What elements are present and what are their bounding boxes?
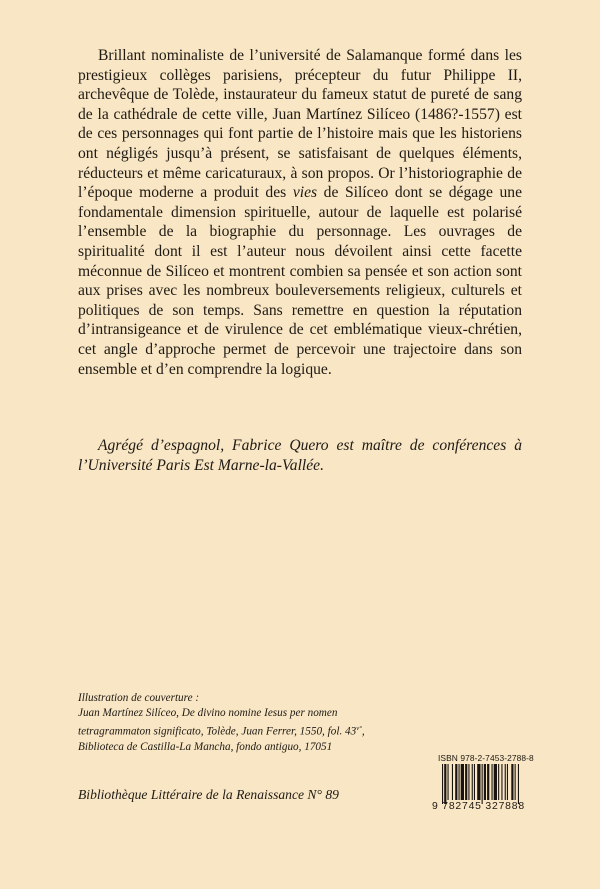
barcode-bar [498, 764, 499, 800]
barcode-bar [507, 764, 508, 800]
book-summary [78, 46, 522, 379]
credits-line-2: Juan Martínez Silíceo, De divino nomine Iesus per nomen [78, 707, 338, 719]
barcode-bar [477, 764, 480, 800]
barcode-bar [501, 764, 502, 800]
barcode-bar [448, 764, 449, 800]
series-title: Bibliothèque Littéraire de la Renaissance N° 89 [78, 787, 339, 802]
barcode-bar [442, 764, 443, 804]
barcode-bar [518, 764, 519, 804]
barcode-bar [465, 764, 467, 800]
barcode-bar [452, 764, 453, 800]
barcode-bar [468, 764, 469, 800]
barcode-bar [494, 764, 497, 800]
barcode-bars [432, 764, 542, 804]
barcode-bar [472, 764, 473, 800]
barcode-bar [505, 764, 506, 800]
barcode-bar [444, 764, 446, 804]
barcode-bar [492, 764, 493, 800]
credits-line-3: tetragrammaton significato, Tolède, Juan Ferrer, 1550, fol. $43^{v^\circ}$, [78, 725, 365, 738]
barcode-bar [484, 764, 486, 800]
isbn-barcode [432, 753, 542, 813]
isbn-label: ISBN 978-2-7453-2788-8 [438, 753, 534, 763]
barcode-bar [511, 764, 513, 800]
credits-line-1: Illustration de couverture : [78, 692, 200, 704]
summary-text-part1: Brillant nominaliste de l’université de Salamanque formé dans les prestigieux collèges parisiens, précepteur du futur Philippe II, archevêque de Tolède, instaurateur du fameux statut de pureté de sang de la cathédrale de cette ville, Juan Martínez Silíceo (1486?-1557) est de ces personnages qui font partie de l’histoire mais que les historiens ont négligés jusqu’à présent, se satisfaisant de quelques éléments, réducteurs et même caricaturaux, à son propos. Or l’historiographie de l’époque moderne a produit des [78, 47, 522, 202]
author-bio: Agrégé d’espagnol, Fabrice Quero est maître de conférences à l’Université Paris Est Marne-la-Vallée. [78, 437, 522, 474]
barcode-bar [459, 764, 460, 800]
cover-illustration-credits [78, 691, 458, 755]
barcode-bar [482, 764, 483, 804]
barcode-bar [487, 764, 489, 800]
credits-line-3-text: tetragrammaton significato, Tolède, Juan Ferrer, 1550, fol. 43 [78, 725, 357, 738]
credits-line-4: Biblioteca de Castilla-La Mancha, fondo antiguo, 17051 [78, 740, 333, 753]
barcode-bar [455, 764, 457, 800]
barcode-digits: 9 782745 327888 [432, 801, 525, 812]
summary-italic-word: vies [292, 184, 318, 202]
barcode-bar [474, 764, 475, 800]
summary-text-part2: de Silíceo dont se dégage une fondamentale dimension spirituelle, autour de laquelle est polarisé l’ensemble de la biographie du personnage. Les ouvrages de spiritualité dont il est l’auteur nous dévoilent ainsi cette facette méconnue de Silíceo et montrent combien sa pensée et son action sont aux prises avec les nombreux bouleversements religieux, culturels et politiques de son temps. Sans remettre en question la réputation d’intransigeance et de virulence de cet emblématique vieux-chrétien, cet angle d’approche permet de percevoir une trajectoire dans son ensemble et d’en comprendre la logique. [78, 184, 522, 378]
barcode-bar [515, 764, 516, 800]
barcode-bar [461, 764, 464, 800]
credits-folio-superscript: v° [356, 725, 362, 732]
